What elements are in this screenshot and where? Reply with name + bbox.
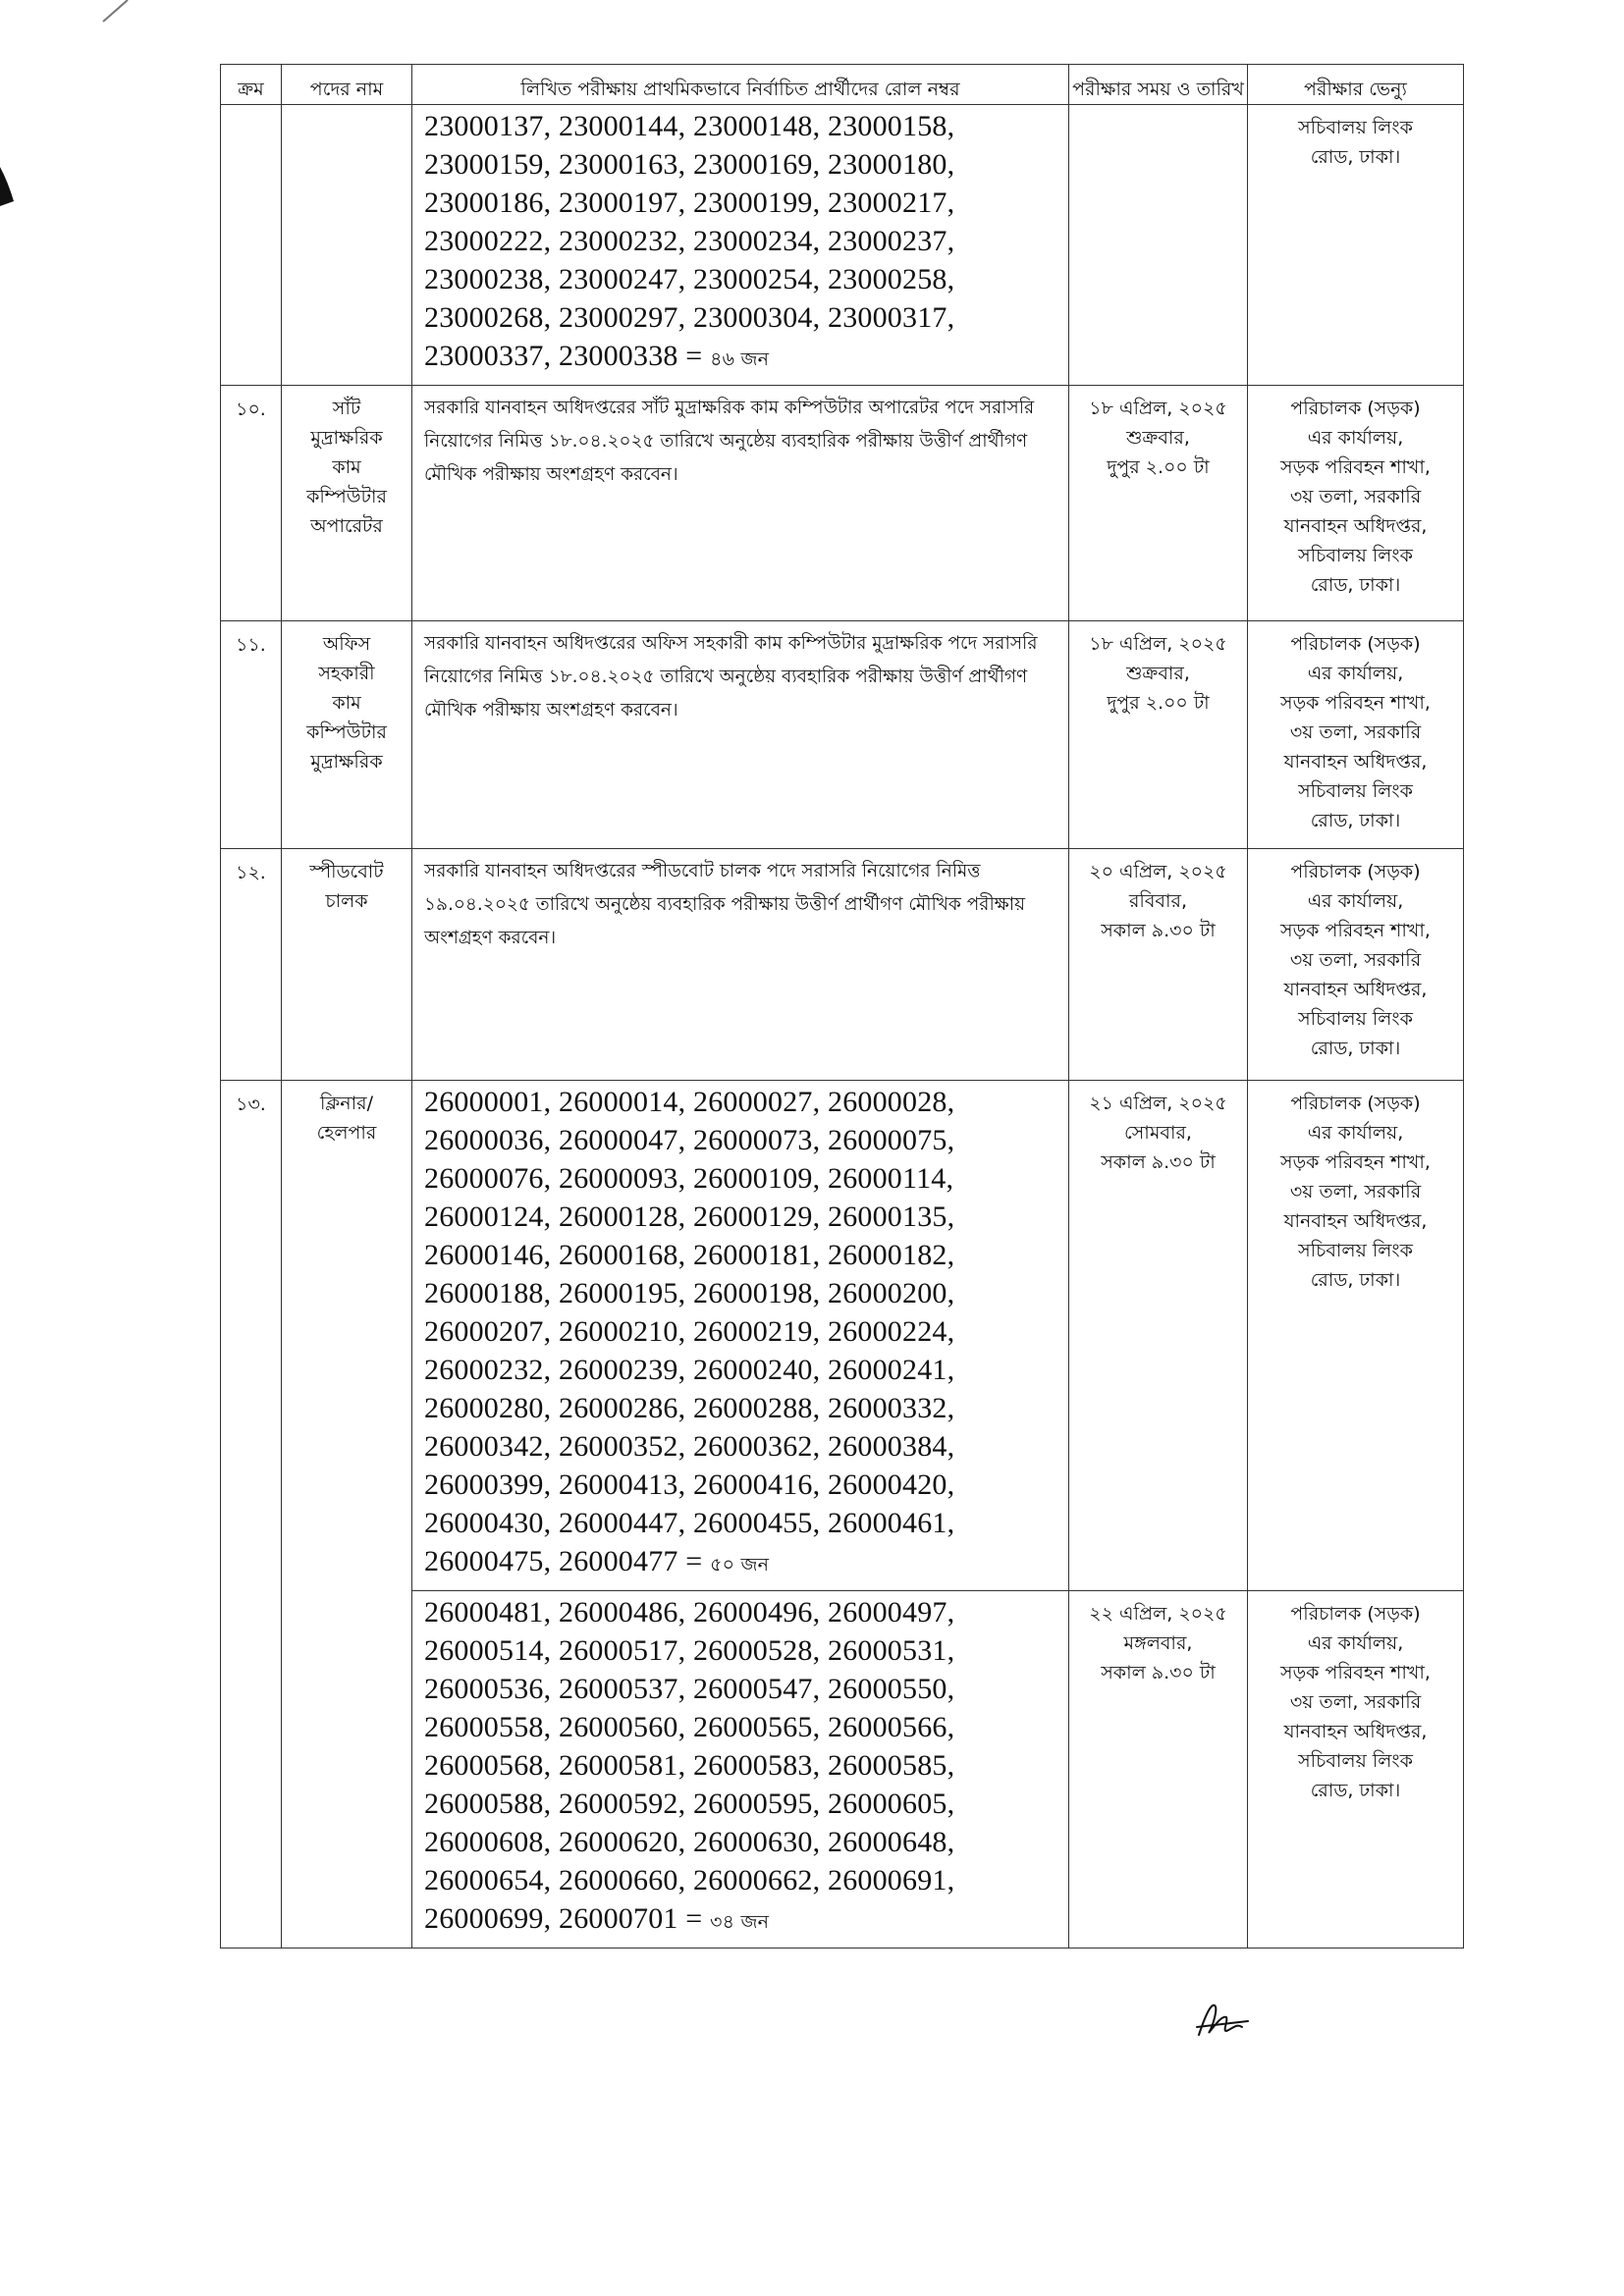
venue-cell — [1248, 849, 1464, 1081]
time-cell — [1069, 849, 1248, 1081]
signature-mark — [1193, 1998, 1252, 2042]
serial-cell — [221, 105, 282, 386]
post-line: অফিস — [322, 633, 371, 655]
venue-line: ৩য় তলা, সরকারি — [1289, 486, 1422, 507]
venue-line: রোড, ঢাকা। — [1310, 1780, 1401, 1801]
serial-cell: ১১. — [221, 621, 282, 849]
post-line: অপারেটর — [310, 515, 383, 537]
venue-line: এর কার্যালয়, — [1307, 1122, 1404, 1144]
exam-date: ২২ এপ্রিল, ২০২৫ — [1089, 1603, 1227, 1625]
venue-cell — [1248, 621, 1464, 849]
serial-cell: ১৩. — [221, 1081, 282, 1949]
exam-time: সকাল ৯.৩০ টা — [1101, 1151, 1216, 1173]
venue-line: যানবাহন অধিদপ্তর, — [1283, 751, 1428, 773]
venue-line: সড়ক পরিবহন শাখা, — [1280, 692, 1431, 714]
candidate-count: ৫০ জন — [710, 1554, 770, 1575]
exam-date: ২১ এপ্রিল, ২০২৫ — [1089, 1093, 1227, 1114]
venue-line: পরিচালক (সড়ক) — [1290, 1603, 1421, 1625]
venue-line: সড়ক পরিবহন শাখা, — [1280, 920, 1431, 941]
exam-day: শুক্রবার, — [1126, 427, 1190, 449]
venue-line: সচিবালয় লিংক — [1298, 1008, 1413, 1030]
time-cell — [1069, 105, 1248, 386]
description-cell: সরকারি যানবাহন অধিদপ্তরের অফিস সহকারী কাম কম্পিউটার মুদ্রাক্ষরিক পদে সরাসরি নিয়োগের নিমিত্ত ১৮.০৪.২০২৫ তারিখে অনুষ্ঠেয় ব্যবহারিক পরীক্ষায় উত্তীর্ণ প্রার্থীগণ মৌখিক পরীক্ষায় অংশগ্রহণ করবেন। — [412, 621, 1069, 849]
table-row-11 — [221, 621, 1464, 849]
venue-line: সচিবালয় লিংক — [1298, 1240, 1413, 1261]
venue-line: ৩য় তলা, সরকারি — [1289, 1691, 1422, 1713]
venue-cell — [1248, 105, 1464, 386]
venue-line: এর কার্যালয়, — [1307, 890, 1404, 912]
exam-date: ১৮ এপ্রিল, ২০২৫ — [1089, 398, 1227, 419]
header-venue: পরীক্ষার ভেন্যু — [1248, 65, 1464, 105]
post-line: কাম — [332, 692, 361, 714]
venue-line: যানবাহন অধিদপ্তর, — [1283, 515, 1428, 537]
time-cell — [1069, 386, 1248, 621]
serial-cell: ১০. — [221, 386, 282, 621]
venue-line: পরিচালক (সড়ক) — [1290, 861, 1421, 882]
post-line: কম্পিউটার — [306, 486, 387, 507]
venue-line: যানবাহন অধিদপ্তর, — [1283, 1721, 1428, 1742]
venue-line: সড়ক পরিবহন শাখা, — [1280, 1662, 1431, 1683]
post-line: সাঁট — [332, 398, 361, 419]
venue-line: এর কার্যালয়, — [1307, 427, 1404, 449]
exam-time: সকাল ৯.৩০ টা — [1101, 1662, 1216, 1683]
exam-time: সকাল ৯.৩০ টা — [1101, 920, 1216, 941]
post-line: হেলপার — [316, 1122, 377, 1144]
post-line: মুদ্রাক্ষরিক — [310, 427, 383, 449]
description-cell: সরকারি যানবাহন অধিদপ্তরের স্পীডবোট চালক পদে সরাসরি নিয়োগের নিমিত্ত ১৯.০৪.২০২৫ তারিখে অনুষ্ঠেয় ব্যবহারিক পরীক্ষায় উত্তীর্ণ প্রার্থীগণ মৌখিক পরীক্ষায় অংশগ্রহণ করবেন। — [412, 849, 1069, 1081]
venue-line: পরিচালক (সড়ক) — [1290, 398, 1421, 419]
venue-line: সচিবালয় লিংক — [1298, 1750, 1413, 1772]
venue-line: রোড, ঢাকা। — [1310, 1038, 1401, 1059]
table-row-12 — [221, 849, 1464, 1081]
header-post: পদের নাম — [282, 65, 412, 105]
header-rolls: লিখিত পরীক্ষায় প্রাথমিকভাবে নির্বাচিত প্রার্থীদের রোল নম্বর — [412, 65, 1069, 105]
venue-cell — [1248, 1081, 1464, 1591]
scan-corner-mark — [0, 0, 196, 206]
post-cell — [282, 386, 412, 621]
venue-line: সচিবালয় লিংক — [1298, 117, 1413, 138]
time-cell — [1069, 621, 1248, 849]
post-cell — [282, 1081, 412, 1949]
exam-time: দুপুর ২.০০ টা — [1107, 692, 1210, 714]
venue-line: রোড, ঢাকা। — [1310, 574, 1401, 596]
exam-day: শুক্রবার, — [1126, 663, 1190, 684]
venue-cell — [1248, 1591, 1464, 1949]
time-cell — [1069, 1081, 1248, 1591]
roll-numbers: 26000481, 26000486, 26000496, 26000497, 26000514, 26000517, 26000528, 26000531, 26000536, 26000537, 26000547, 26000550, 26000558, 26000560, 26000565, 26000566, 26000568, 26000581, 26000583, 26000585, 26000588, 26000592, 26000595, 26000605, 26000608, 26000620, 26000630, 26000648, 26000654, 26000660, 26000662, 26000691, 26000699, 26000701 = — [424, 1596, 955, 1935]
roll-numbers-cell — [412, 105, 1069, 386]
post-line: কাম — [332, 456, 361, 478]
post-line: মুদ্রাক্ষরিক — [310, 751, 383, 773]
table-row-continued — [221, 105, 1464, 386]
venue-cell — [1248, 386, 1464, 621]
exam-day: মঙ্গলবার, — [1123, 1632, 1193, 1654]
roll-numbers: 23000137, 23000144, 23000148, 23000158, 23000159, 23000163, 23000169, 23000180, 23000186, 23000197, 23000199, 23000217, 23000222, 23000232, 23000234, 23000237, 23000238, 23000247, 23000254, 23000258, 23000268, 23000297, 23000304, 23000317, 23000337, 23000338 = — [424, 110, 955, 372]
candidate-count: ৪৬ জন — [710, 348, 770, 370]
post-cell — [282, 105, 412, 386]
table-row-10 — [221, 386, 1464, 621]
post-line: কম্পিউটার — [306, 721, 387, 743]
post-line: ক্লিনার/ — [319, 1093, 373, 1114]
roll-numbers: 26000001, 26000014, 26000027, 26000028, 26000036, 26000047, 26000073, 26000075, 26000076, 26000093, 26000109, 26000114, 26000124, 26000128, 26000129, 26000135, 26000146, 26000168, 26000181, 26000182, 26000188, 26000195, 26000198, 26000200, 26000207, 26000210, 26000219, 26000224, 26000232, 26000239, 26000240, 26000241, 26000280, 26000286, 26000288, 26000332, 26000342, 26000352, 26000362, 26000384, 26000399, 26000413, 26000416, 26000420, 26000430, 26000447, 26000455, 26000461, 26000475, 26000477 = — [424, 1086, 955, 1577]
candidate-count: ৩৪ জন — [710, 1911, 770, 1933]
post-cell — [282, 621, 412, 849]
exam-date: ২০ এপ্রিল, ২০২৫ — [1089, 861, 1227, 882]
venue-line: এর কার্যালয়, — [1307, 1632, 1404, 1654]
post-line: স্পীডবোট — [309, 861, 384, 882]
exam-schedule-table — [220, 64, 1464, 1949]
roll-numbers-cell — [412, 1081, 1069, 1591]
venue-line: রোড, ঢাকা। — [1310, 146, 1401, 168]
exam-day: রবিবার, — [1128, 890, 1188, 912]
venue-line: ৩য় তলা, সরকারি — [1289, 949, 1422, 971]
venue-line: সড়ক পরিবহন শাখা, — [1280, 1151, 1431, 1173]
venue-line: পরিচালক (সড়ক) — [1290, 1093, 1421, 1114]
venue-line: ৩য় তলা, সরকারি — [1289, 721, 1422, 743]
header-time: পরীক্ষার সময় ও তারিখ — [1069, 65, 1248, 105]
post-line: সহকারী — [318, 663, 375, 684]
venue-line: সচিবালয় লিংক — [1298, 545, 1413, 566]
venue-line: পরিচালক (সড়ক) — [1290, 633, 1421, 655]
exam-day: সোমবার, — [1124, 1122, 1192, 1144]
description-cell: সরকারি যানবাহন অধিদপ্তরের সাঁট মুদ্রাক্ষরিক কাম কম্পিউটার অপারেটর পদে সরাসরি নিয়োগের নিমিত্ত ১৮.০৪.২০২৫ তারিখে অনুষ্ঠেয় ব্যবহারিক পরীক্ষায় উত্তীর্ণ প্রার্থীগণ মৌখিক পরীক্ষায় অংশগ্রহণ করবেন। — [412, 386, 1069, 621]
exam-time: দুপুর ২.০০ টা — [1107, 456, 1210, 478]
table-row-13 — [221, 1081, 1464, 1591]
venue-line: যানবাহন অধিদপ্তর, — [1283, 979, 1428, 1000]
post-line: চালক — [325, 890, 368, 912]
table-header-row — [221, 65, 1464, 105]
venue-line: রোড, ঢাকা। — [1310, 810, 1401, 831]
venue-line: যানবাহন অধিদপ্তর, — [1283, 1210, 1428, 1232]
venue-line: সড়ক পরিবহন শাখা, — [1280, 456, 1431, 478]
post-cell — [282, 849, 412, 1081]
venue-line: সচিবালয় লিংক — [1298, 780, 1413, 802]
venue-line: ৩য় তলা, সরকারি — [1289, 1181, 1422, 1202]
venue-line: এর কার্যালয়, — [1307, 663, 1404, 684]
venue-line: রোড, ঢাকা। — [1310, 1269, 1401, 1291]
serial-cell: ১২. — [221, 849, 282, 1081]
time-cell — [1069, 1591, 1248, 1949]
exam-date: ১৮ এপ্রিল, ২০২৫ — [1089, 633, 1227, 655]
roll-numbers-cell — [412, 1591, 1069, 1949]
header-serial: ক্রম — [221, 65, 282, 105]
